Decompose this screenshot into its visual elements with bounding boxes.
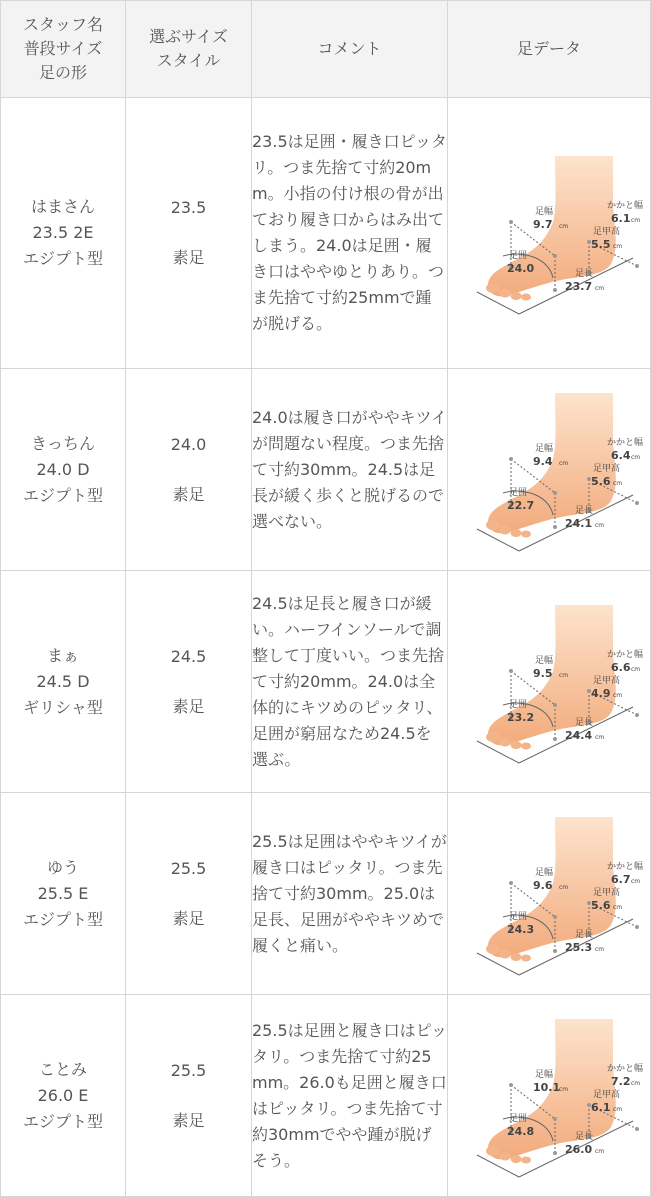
length-value: 24.4 [565, 728, 593, 742]
toe-icon [521, 742, 531, 749]
girth-label: 足囲 [509, 487, 528, 498]
length-unit: cm [595, 521, 605, 529]
marker-icon [553, 1117, 557, 1121]
foot-diagram [463, 813, 644, 975]
header-foot-shape: 足の形 [38, 63, 87, 82]
width-label: 足幅 [535, 443, 554, 454]
marker-icon [553, 525, 557, 529]
foot-shape: ギリシャ型 [23, 697, 103, 717]
width-value: 9.4 [533, 454, 553, 468]
length-label: 足長 [575, 1131, 594, 1142]
toe-icon [521, 530, 531, 537]
heel-value: 6.1 [611, 212, 631, 225]
chosen-size: 25.5 [170, 858, 207, 878]
instep-value: 4.9 [591, 686, 611, 700]
wear-style: 素足 [172, 484, 205, 504]
table-row [1, 995, 651, 1197]
instep-label: 足甲高 [593, 675, 621, 686]
width-value: 10.1 [533, 1080, 561, 1094]
length-value: 23.7 [565, 280, 593, 293]
choice-cell [126, 995, 252, 1197]
width-unit: cm [559, 459, 569, 467]
foot-shape: エジプト型 [22, 249, 103, 268]
instep-unit: cm [613, 479, 623, 487]
usual-size: 23.5 2E [32, 223, 94, 242]
marker-icon [509, 881, 513, 885]
girth-label: 足囲 [509, 251, 528, 261]
staff-name: はまさん [30, 197, 95, 216]
marker-icon [553, 949, 557, 953]
width-label: 足幅 [535, 867, 554, 878]
girth-value: 24.0 [507, 262, 535, 275]
marker-icon [509, 220, 513, 224]
length-unit: cm [595, 945, 605, 953]
table-row [1, 793, 651, 995]
instep-label: 足甲高 [593, 1089, 621, 1100]
length-value: 26.0 [565, 1142, 593, 1156]
comment-cell [252, 995, 448, 1197]
girth-value: 23.2 [507, 710, 535, 724]
usual-size: 24.0 D [36, 459, 90, 479]
wear-style: 素足 [172, 248, 205, 267]
foot-diagram [463, 389, 644, 551]
marker-icon [635, 925, 639, 929]
heel-unit: cm [631, 217, 641, 224]
foot-diagram [463, 152, 644, 314]
instep-unit: cm [613, 691, 623, 699]
comment-cell [252, 369, 448, 571]
heel-label: かかと幅 [607, 649, 644, 660]
length-unit: cm [595, 1147, 605, 1155]
chosen-size: 24.5 [170, 646, 207, 666]
toe-icon [511, 529, 522, 537]
header-usual-size: 普段サイズ [23, 39, 103, 58]
instep-label: 足甲高 [593, 887, 621, 898]
header-row [1, 1, 651, 98]
heel-value: 7.2 [611, 1074, 631, 1088]
wear-style: 素足 [172, 1110, 205, 1130]
comment-text: 23.5は足囲・履き口ピッタリ。つま先捨て寸約20mm。小指の付け根の骨が出ており履き口からはみ出てしまう。24.0は足囲・履き口はややゆとりあり。つま先捨て寸約25mmで踵が脱げる。 [252, 132, 447, 333]
marker-icon [509, 457, 513, 461]
width-label: 足幅 [535, 655, 554, 666]
length-label: 足長 [575, 717, 594, 728]
toe-icon [499, 1151, 511, 1160]
heel-unit: cm [631, 453, 641, 461]
length-unit: cm [595, 285, 605, 292]
toe-icon [511, 292, 522, 300]
marker-icon [509, 1083, 513, 1087]
table-row [1, 98, 651, 369]
marker-icon [553, 915, 557, 919]
instep-value: 6.1 [591, 1100, 611, 1114]
marker-icon [635, 1127, 639, 1131]
toe-icon [486, 732, 500, 742]
staff-name: ことみ [38, 1059, 87, 1079]
marker-icon [553, 254, 557, 258]
usual-size: 25.5 E [37, 883, 89, 903]
instep-value: 5.5 [591, 238, 611, 251]
toe-icon [499, 289, 511, 298]
marker-icon [635, 713, 639, 717]
staff-cell [1, 995, 126, 1197]
toe-icon [511, 953, 522, 961]
toe-icon [486, 520, 500, 530]
length-label: 足長 [575, 505, 594, 516]
instep-value: 5.6 [591, 898, 611, 912]
girth-value: 22.7 [507, 498, 535, 512]
marker-icon [553, 1151, 557, 1155]
foot-data-cell [448, 793, 651, 995]
heel-value: 6.7 [611, 872, 631, 886]
comment-text: 25.5は足囲と履き口はピッタリ。つま先捨て寸約25mm。26.0も足囲と履き口はピッタリ。つま先捨て寸約30mmでやや踵が脱げそう。 [252, 1020, 447, 1170]
comment-cell [252, 793, 448, 995]
toe-icon [521, 1156, 531, 1163]
marker-icon [553, 737, 557, 741]
foot-shape: エジプト型 [22, 485, 103, 505]
marker-icon [553, 491, 557, 495]
header-staff-name: スタッフ名 [22, 15, 103, 34]
wear-style: 素足 [172, 908, 205, 928]
heel-value: 6.4 [611, 448, 631, 462]
header-style: スタイル [156, 51, 221, 70]
foot-diagram [463, 601, 644, 763]
toe-icon [511, 1155, 522, 1163]
width-value: 9.5 [533, 666, 553, 680]
girth-value: 24.3 [507, 922, 535, 936]
toe-icon [511, 741, 522, 749]
width-label: 足幅 [535, 207, 554, 217]
heel-label: かかと幅 [607, 437, 644, 448]
staff-cell [1, 793, 126, 995]
instep-unit: cm [613, 903, 623, 911]
staff-name: きっちん [30, 433, 95, 453]
length-label: 足長 [575, 269, 594, 279]
choice-cell [126, 793, 252, 995]
table-row [1, 571, 651, 793]
staff-name: まぁ [46, 645, 79, 665]
marker-icon [509, 669, 513, 673]
foot-diagram [463, 1015, 644, 1177]
marker-icon [635, 264, 639, 268]
foot-data-cell [448, 98, 651, 369]
foot-data-cell [448, 995, 651, 1197]
width-unit: cm [559, 883, 569, 891]
width-value: 9.7 [533, 218, 553, 231]
instep-label: 足甲高 [593, 227, 621, 237]
toe-icon [486, 1146, 500, 1156]
girth-label: 足囲 [509, 699, 528, 710]
comment-text: 24.5は足長と履き口が緩い。ハーフインソールで調整して丁度いい。つま先捨て寸約20mm。24.0は全体的にキツめのピッタリ、足囲が窮屈なため24.5を選ぶ。 [252, 593, 445, 769]
width-unit: cm [559, 1085, 569, 1093]
choice-cell [126, 571, 252, 793]
header-staff [1, 1, 126, 98]
comment-text: 24.0は履き口がややキツイが問題ない程度。つま先捨て寸約30mm。24.5は足長が緩く歩くと脱げるので選べない。 [252, 407, 447, 531]
foot-data-cell [448, 571, 651, 793]
choice-cell [126, 98, 252, 369]
heel-label: かかと幅 [607, 201, 644, 211]
usual-size: 24.5 D [36, 671, 90, 691]
width-value: 9.6 [533, 878, 553, 892]
chosen-size: 25.5 [170, 1060, 207, 1080]
girth-value: 24.8 [507, 1124, 535, 1138]
length-label: 足長 [575, 929, 594, 940]
chosen-size: 24.0 [170, 434, 207, 454]
girth-label: 足囲 [509, 911, 528, 922]
toe-icon [486, 944, 500, 954]
heel-unit: cm [631, 877, 641, 885]
toe-icon [499, 525, 511, 534]
toe-icon [486, 283, 500, 293]
girth-label: 足囲 [509, 1113, 528, 1124]
length-unit: cm [595, 733, 605, 741]
heel-value: 6.6 [611, 660, 631, 674]
choice-cell [126, 369, 252, 571]
toe-icon [521, 294, 531, 301]
foot-data-cell [448, 369, 651, 571]
marker-icon [553, 288, 557, 292]
comment-cell [252, 571, 448, 793]
header-choice [126, 1, 252, 98]
usual-size: 26.0 E [37, 1085, 89, 1105]
header-choose-size: 選ぶサイズ [149, 27, 228, 46]
wear-style: 素足 [172, 696, 205, 716]
heel-label: かかと幅 [607, 1063, 644, 1074]
comment-text: 25.5は足囲はややキツイが履き口はピッタリ。つま先捨て寸約30mm。25.0は足長、足囲がややキツめで履くと痛い。 [252, 831, 447, 955]
chosen-size: 23.5 [170, 198, 207, 217]
instep-unit: cm [613, 243, 623, 250]
instep-label: 足甲高 [593, 463, 621, 474]
width-label: 足幅 [535, 1069, 554, 1080]
foot-shape: エジプト型 [22, 909, 103, 929]
width-unit: cm [559, 223, 569, 230]
toe-icon [499, 949, 511, 958]
toe-icon [521, 954, 531, 961]
staff-cell [1, 98, 126, 369]
header-foot-data: 足データ [448, 1, 651, 98]
staff-cell [1, 571, 126, 793]
instep-unit: cm [613, 1105, 623, 1113]
heel-unit: cm [631, 665, 641, 673]
marker-icon [635, 501, 639, 505]
instep-value: 5.6 [591, 474, 611, 488]
marker-icon [553, 703, 557, 707]
toe-icon [499, 737, 511, 746]
length-value: 25.3 [565, 940, 593, 954]
comment-cell [252, 98, 448, 369]
header-comment: コメント [252, 1, 448, 98]
heel-unit: cm [631, 1079, 641, 1087]
staff-name: ゆう [46, 857, 79, 877]
width-unit: cm [559, 671, 569, 679]
length-value: 24.1 [565, 516, 593, 530]
foot-shape: エジプト型 [22, 1111, 103, 1131]
table-row [1, 369, 651, 571]
heel-label: かかと幅 [607, 861, 644, 872]
staff-cell [1, 369, 126, 571]
